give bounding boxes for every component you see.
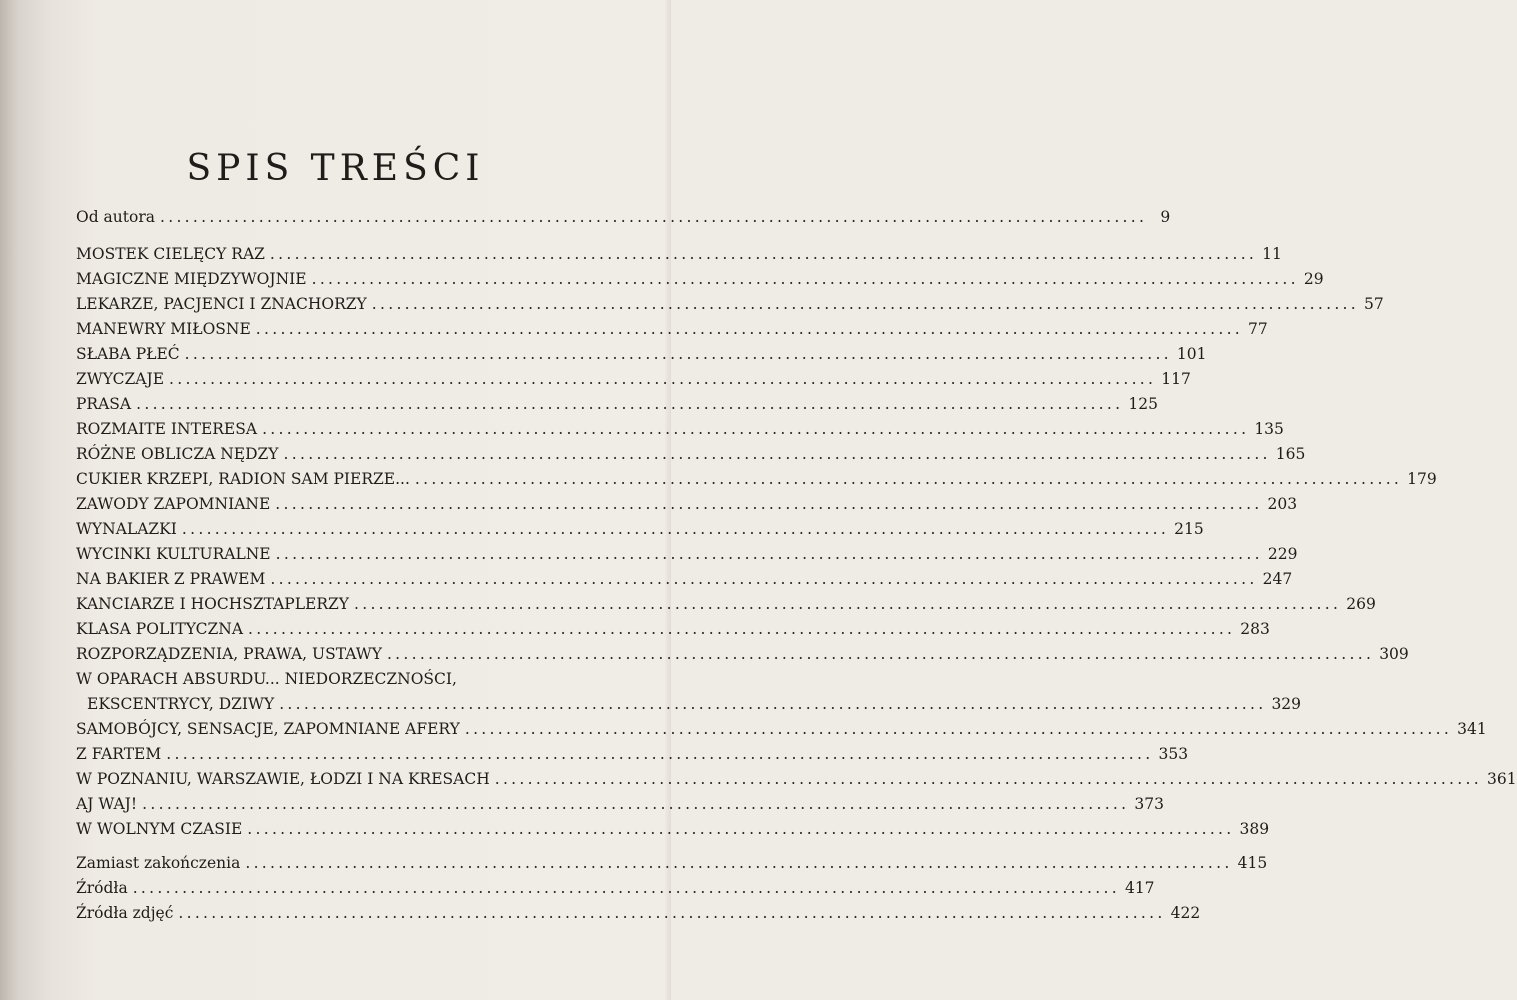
toc-entry-title: ZWYCZAJE (76, 370, 165, 388)
toc-entry-title: NA BAKIER Z PRAWEM (76, 570, 266, 588)
toc-entry (76, 492, 1298, 517)
toc-entry-title: MOSTEK CIELĘCY RAZ (76, 245, 265, 263)
toc-entry-page: 269 (1346, 595, 1376, 613)
dot-leader: ........................................................................................................................ (311, 270, 1299, 288)
toc-entry-page: 417 (1124, 879, 1155, 897)
toc-entry-page: 283 (1240, 620, 1270, 638)
toc-entry-page: 309 (1379, 645, 1409, 663)
toc-entry-page: 77 (1248, 320, 1268, 338)
toc-entry-title: ZAWODY ZAPOMNIANE (76, 495, 271, 513)
toc-entry-page: 57 (1364, 295, 1384, 313)
dot-leader: ........................................................................................................................ (248, 620, 1236, 638)
toc-entry (76, 467, 1437, 492)
toc-entry (76, 642, 1409, 667)
dot-leader: ........................................................................................................................ (262, 420, 1250, 438)
toc-entry (76, 342, 1207, 367)
page-title: SPIS TREŚCI (186, 148, 485, 190)
dot-leader: ........................................................................................................................ (181, 520, 1170, 538)
toc-entry (76, 717, 1487, 742)
toc-entry-title: Zamiast zakończenia (76, 854, 241, 872)
dot-leader: ........................................................................................................................ (184, 345, 1172, 363)
dot-leader: ........................................................................................................................ (354, 595, 1342, 613)
toc-entry-title: AJ WAJ! (76, 795, 138, 813)
dot-leader: ........................................................................................................................ (247, 820, 1235, 838)
dot-leader: ........................................................................................................................ (464, 720, 1453, 738)
toc-entry-title: W POZNANIU, WARSZAWIE, ŁODZI I NA KRESACH (76, 770, 490, 788)
toc-entry-title: ROZPORZĄDZENIA, PRAWA, USTAWY (76, 645, 382, 663)
toc-entry (76, 742, 1189, 767)
dot-leader: ........................................................................................................................ (166, 745, 1154, 763)
dot-leader: ........................................................................................................................ (178, 904, 1166, 922)
dot-leader: ........................................................................................................................ (386, 645, 1375, 663)
toc-entry-page: 165 (1275, 445, 1306, 463)
toc-entry (76, 567, 1293, 592)
toc-entry-title: WYNALAZKI (76, 520, 177, 538)
toc-entry (76, 592, 1376, 617)
toc-entry-page: 229 (1267, 545, 1298, 563)
dot-leader: ........................................................................................................................ (279, 695, 1267, 713)
toc-entry (76, 242, 1282, 267)
dot-leader: ........................................................................................................................ (494, 770, 1482, 788)
toc-entry-page: 215 (1174, 520, 1204, 538)
dot-leader: ........................................................................................................................ (275, 545, 1263, 563)
toc-entry-title: LEKARZE, PACJENCI I ZNACHORZY (76, 295, 367, 313)
toc-entry-page: 125 (1128, 395, 1158, 413)
dot-leader: ........................................................................................................................ (414, 470, 1403, 488)
toc-entry (76, 317, 1268, 342)
toc-entry-page: 341 (1457, 720, 1487, 738)
toc-entry (76, 392, 1158, 417)
toc-entry-page: 203 (1267, 495, 1298, 513)
toc-entry-title: Źródła zdjęć (76, 904, 174, 922)
toc-entry-page: 9 (1160, 208, 1171, 226)
toc-entry (76, 292, 1384, 317)
toc-entry-title: RÓŻNE OBLICZA NĘDZY (76, 445, 279, 463)
dot-leader: ........................................................................................................................ (136, 395, 1124, 413)
toc-entry (76, 542, 1298, 567)
toc-entry-page: 135 (1254, 420, 1284, 438)
toc-entry-page: 179 (1407, 470, 1437, 488)
toc-entry-title: SŁABA PŁEĆ (76, 345, 180, 363)
dot-leader: ........................................................................................................................ (269, 245, 1258, 263)
toc-entry (76, 617, 1270, 642)
toc-entry-title: SAMOBÓJCY, SENSACJE, ZAPOMNIANE AFERY (76, 720, 460, 738)
toc-entry (76, 367, 1191, 392)
toc-entry (76, 517, 1204, 542)
toc-entry (76, 767, 1517, 792)
toc-entry-page: 117 (1161, 370, 1191, 388)
toc-entry (76, 267, 1324, 292)
toc-entry-page: 389 (1239, 820, 1270, 838)
toc-entry-title: Od autora (76, 208, 155, 226)
toc-entry-title: WYCINKI KULTURALNE (76, 545, 271, 563)
toc-entry (76, 792, 1164, 817)
dot-leader: ........................................................................................................................ (371, 295, 1360, 313)
toc-entry-title: KANCIARZE I HOCHSZTAPLERZY (76, 595, 349, 613)
dot-leader: ........................................................................................................................ (255, 320, 1244, 338)
dot-leader: ........................................................................................................................ (275, 495, 1263, 513)
dot-leader: ........................................................................................................................ (132, 879, 1120, 897)
toc-entry-title: PRASA (76, 395, 132, 413)
dot-leader: ........................................................................................................................ (270, 570, 1258, 588)
dot-leader: ........................................................................................................................ (160, 208, 1148, 226)
toc-entry-page: 101 (1176, 345, 1207, 363)
toc-entry (76, 667, 1302, 717)
toc-entry-page: 422 (1170, 904, 1201, 922)
toc-entry-title: W WOLNYM CZASIE (76, 820, 243, 838)
toc-entry (76, 876, 1155, 901)
toc-entry (76, 901, 1201, 926)
toc-entry-page: 361 (1486, 770, 1517, 788)
toc-entry-title: MAGICZNE MIĘDZYWOJNIE (76, 270, 307, 288)
toc-entry (76, 205, 1171, 230)
toc-entry-page: 415 (1237, 854, 1268, 872)
dot-leader: ........................................................................................................................ (245, 854, 1233, 872)
toc-entry-page: 29 (1303, 270, 1324, 288)
toc-entry-page: 373 (1134, 795, 1164, 813)
toc-entry-page: 353 (1158, 745, 1189, 763)
toc-entry-page: 329 (1271, 695, 1302, 713)
toc-entry-title: KLASA POLITYCZNA (76, 620, 244, 638)
dot-leader: ........................................................................................................................ (169, 370, 1157, 388)
toc-entry-title: MANEWRY MIŁOSNE (76, 320, 251, 338)
toc-entry-title-line1: W OPARACH ABSURDU... NIEDORZECZNOŚCI, (76, 670, 457, 688)
toc-entry-title: Źródła (76, 879, 128, 897)
toc-entry-title: ROZMAITE INTERESA (76, 420, 258, 438)
dot-leader: ........................................................................................................................ (142, 795, 1130, 813)
toc-entry-page: 247 (1262, 570, 1293, 588)
toc-entry-title: Z FARTEM (76, 745, 162, 763)
toc-entry (76, 817, 1270, 842)
toc-entry (76, 417, 1284, 442)
toc-entry-title: EKSCENTRYCY, DZIWY (87, 695, 275, 713)
dot-leader: ........................................................................................................................ (283, 445, 1271, 463)
toc-entry-title: CUKIER KRZEPI, RADION SAM PIERZE... (76, 470, 410, 488)
toc-entry (76, 851, 1268, 876)
toc-entry-page: 11 (1262, 245, 1282, 263)
toc-entry (76, 442, 1306, 467)
